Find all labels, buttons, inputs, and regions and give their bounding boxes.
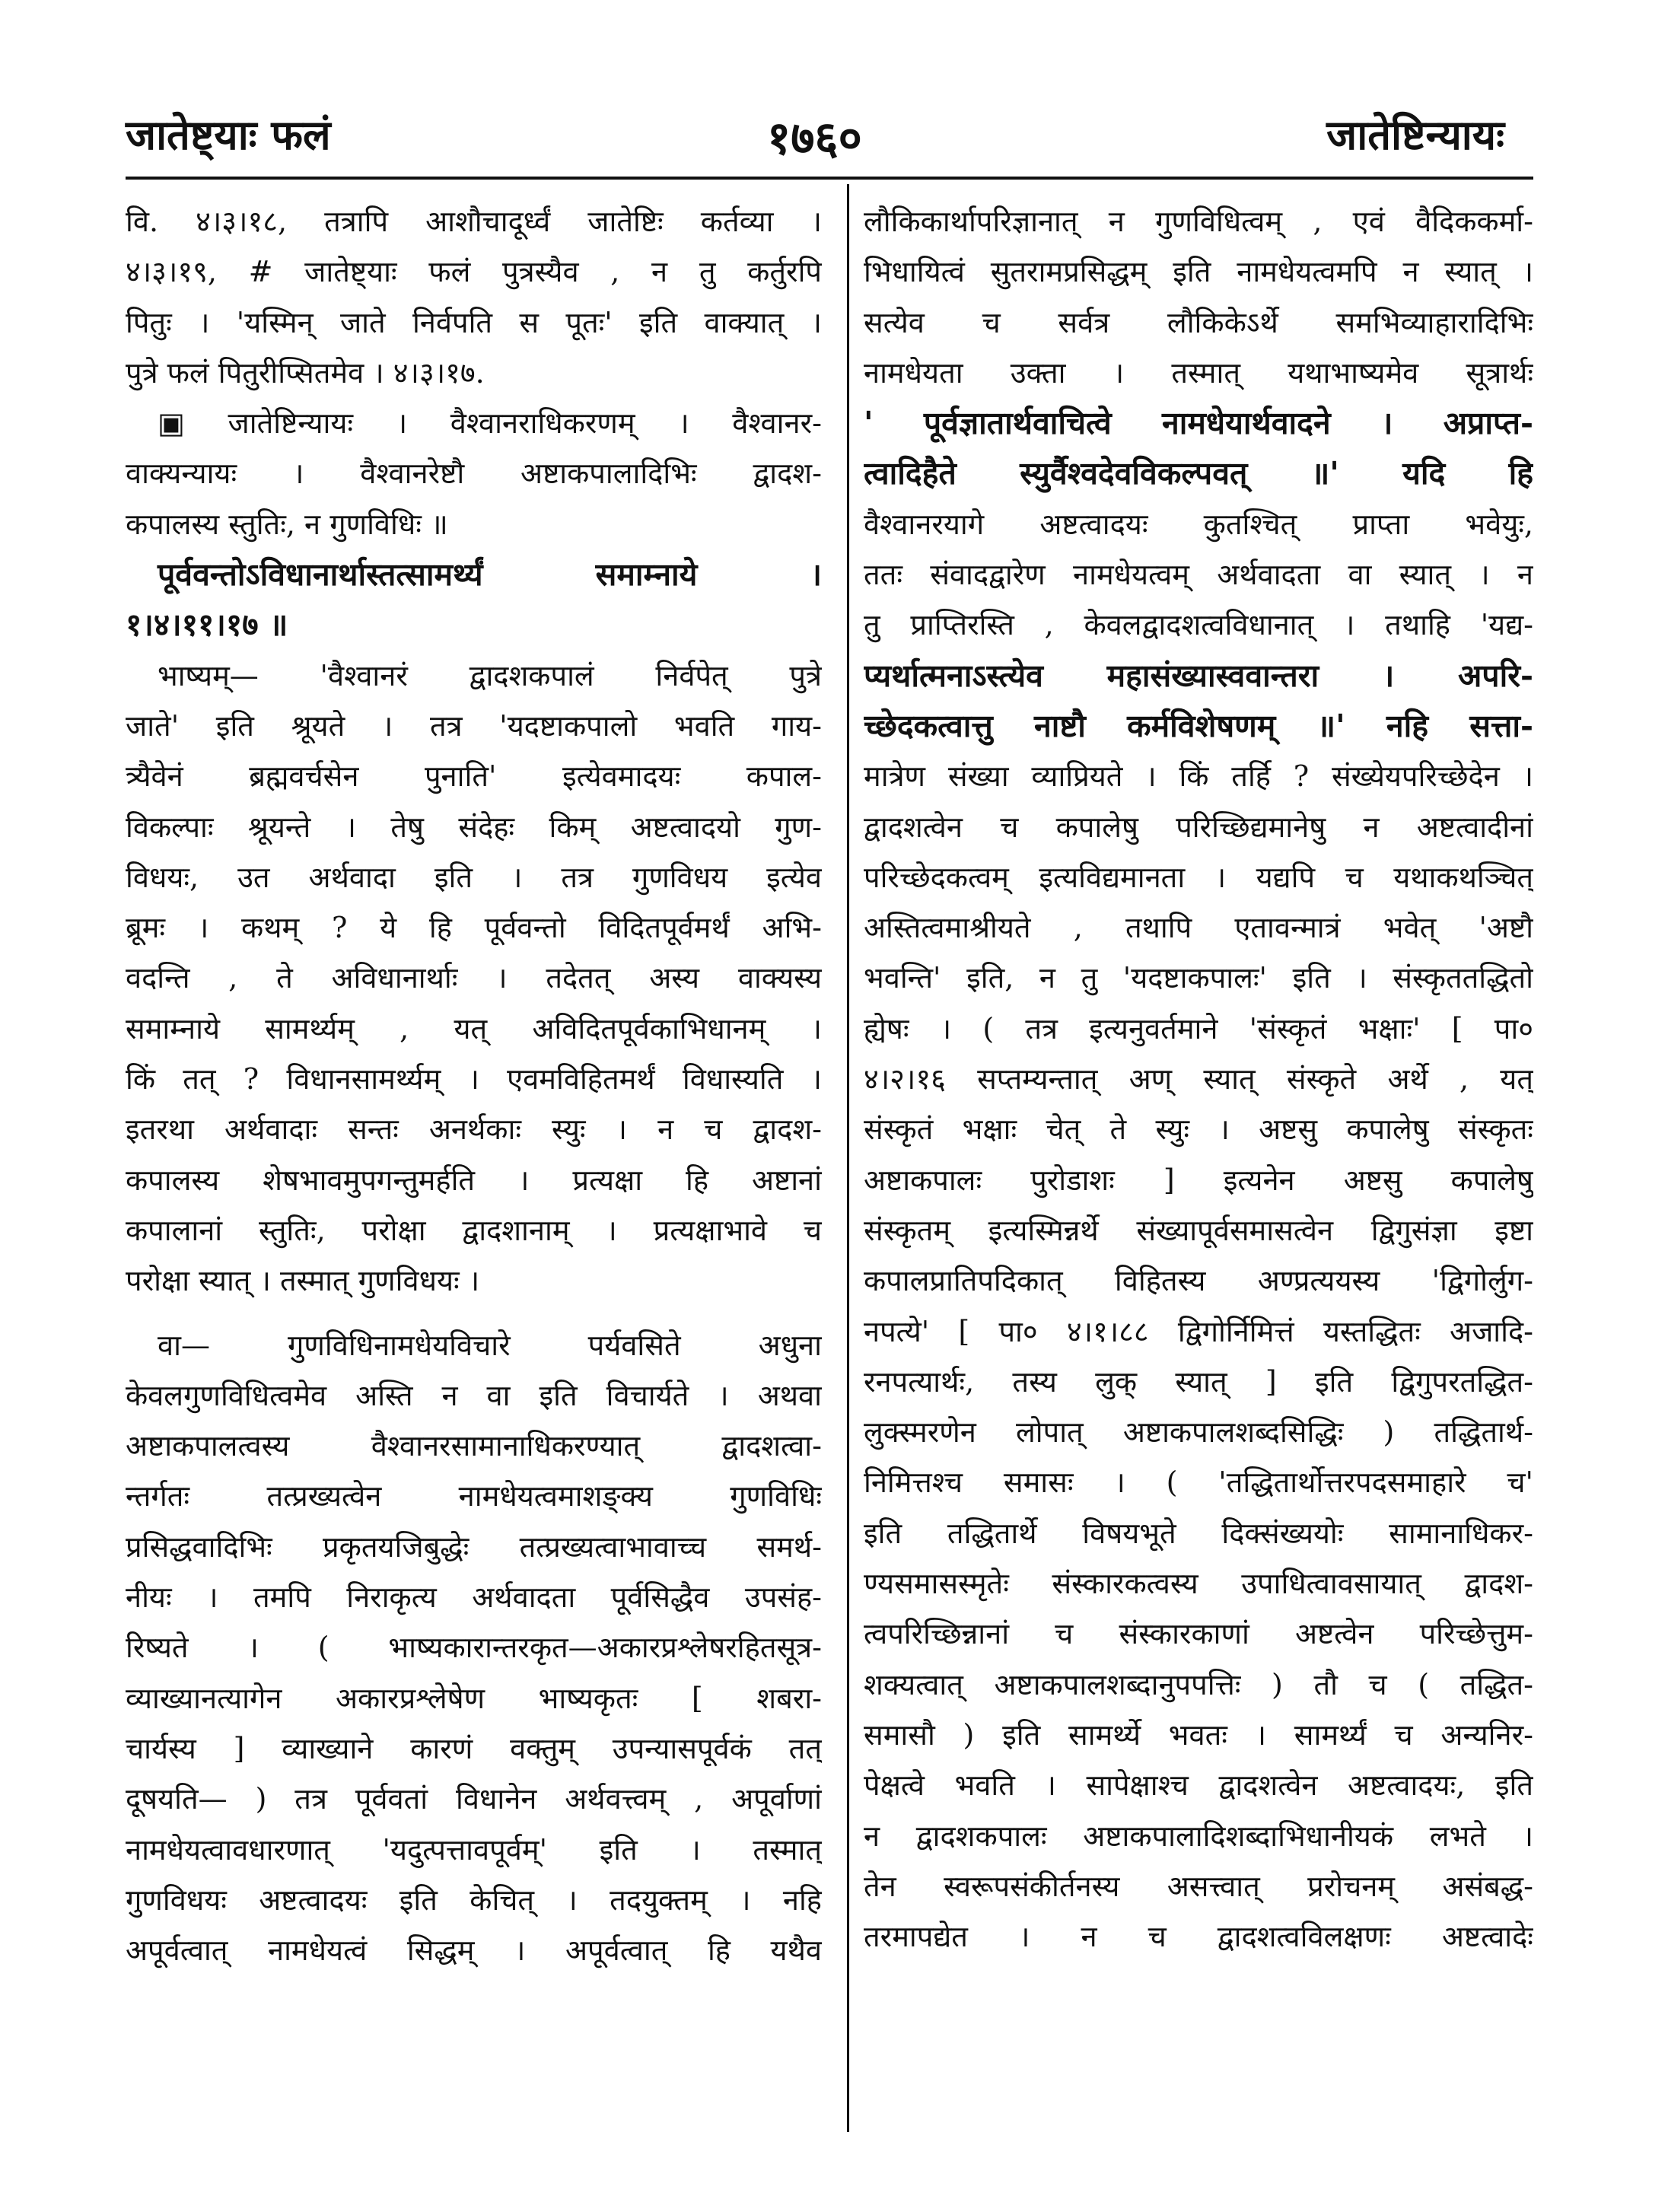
text-line: नामधेयत्वावधारणात् 'यदुत्पत्तावपूर्वम्' इति । तस्मात् (126, 1832, 822, 1867)
left-column (126, 196, 822, 1975)
text-line: वि. ४।३।१८, तत्रापि आशौचादूर्ध्वं जातेष्टिः कर्तव्या । (126, 205, 822, 238)
sutra-line: पूर्ववन्तोऽविधानार्थास्तत्सामर्थ्यं समाम्नाये । (158, 556, 822, 594)
text-line: भिधायित्वं सुतरामप्रसिद्धम् इति नामधेयत्वमपि न स्यात् । (864, 255, 1533, 289)
text-line: रिष्यते । ( भाष्यकारान्तरकृत—अकारप्रश्लेषरहितसूत्र- (126, 1631, 822, 1665)
text-line: लुक्स्मरणेन लोपात् अष्टाकपालशब्दसिद्धिः ) तद्धितार्थ- (864, 1415, 1533, 1450)
text-line: पुत्रे फलं पितुरीप्सितमेव । ४।३।१७. (126, 355, 485, 390)
text-line: प्रसिद्धवादिभिः प्रकृतयजिबुद्धेः तत्प्रख्यत्वाभावाच्च समर्थ- (126, 1529, 822, 1564)
text-line: ह्येषः । ( तत्र इत्यनुवर्तमाने 'संस्कृतं भक्षाः' [ पा० (864, 1011, 1533, 1046)
text-line: समासौ ) इति सामर्थ्ये भवतः । सामर्थ्यं च अन्यनिर- (864, 1717, 1533, 1752)
verse-line: च्छेदकत्वात्तु नाष्टौ कर्मविशेषणम् ॥' नहि सत्ता- (864, 707, 1533, 744)
text-line: व्याख्यानत्यागेन अकारप्रश्लेषेण भाष्यकृतः [ शबरा- (126, 1681, 822, 1715)
text-line: विकल्पाः श्रूयन्ते । तेषु संदेहः किम् अष्टत्वादयो गुण- (126, 810, 822, 844)
text-line: कपालस्य स्तुतिः, न गुणविधिः ॥ (126, 507, 448, 541)
text-line: तेन स्वरूपसंकीर्तनस्य असत्त्वात् प्ररोचनम् असंबद्ध- (864, 1869, 1533, 1903)
text-line: किं तत् ? विधानसामर्थ्यम् । एवमविहितमर्थं विधास्यति । (126, 1062, 822, 1096)
text-line: गुणविधयः अष्टत्वादयः इति केचित् । तदयुक्तम् । नहि (126, 1883, 822, 1917)
text-line: पितुः । 'यस्मिन् जाते निर्वपति स पूतः' इति वाक्यात् । (126, 305, 822, 339)
text-line: दूषयति— ) तत्र पूर्ववतां विधानेन अर्थवत्त्वम् , अपूर्वाणां (126, 1782, 822, 1816)
sutra-number: १।४।११।१७ ॥ (126, 606, 288, 644)
text-line: अपूर्वत्वात् नामधेयत्वं सिद्धम् । अपूर्वत्वात् हि यथैव (126, 1934, 822, 1968)
text-line: ब्रूमः । कथम् ? ये हि पूर्ववन्तो विदितपूर्वमर्थं अभि- (126, 911, 822, 945)
text-line: मात्रेण संख्या व्याप्रियते । किं तर्हि ? संख्येयपरिच्छेदेन । (864, 759, 1533, 794)
text-line: कपालस्य शेषभावमुपगन्तुमर्हति । प्रत्यक्षा हि अष्टानां (126, 1163, 822, 1197)
text-line: परिच्छेदकत्वम् इत्यविद्यमानता । यद्यपि च यथाकथञ्चित् (864, 860, 1533, 894)
text-line: समाम्नाये सामर्थ्यम् , यत् अविदितपूर्वकाभिधानम् । (126, 1011, 822, 1046)
text-line: अष्टाकपालत्वस्य वैश्वानरसामानाधिकरण्यात् द्वादशत्वा- (126, 1429, 822, 1463)
header-rule (126, 177, 1533, 180)
text-line: जाते' इति श्रूयते । तत्र 'यदष्टाकपालो भवति गाय- (126, 708, 822, 743)
text-line: नामधेयता उक्ता । तस्मात् यथाभाष्यमेव सूत्रार्थः (864, 355, 1533, 390)
column-divider (847, 184, 849, 2132)
text-line: न द्वादशकपालः अष्टाकपालादिशब्दाभिधानीयकं लभते । (864, 1819, 1533, 1853)
text-line: अस्तित्वमाश्रीयते , तथापि एतावन्मात्रं भवेत् 'अष्टौ (864, 911, 1533, 945)
text-line: लौकिकार्थापरिज्ञानात् न गुणविधित्वम् , एवं वैदिककर्मा- (864, 205, 1533, 238)
text-line: विधयः, उत अर्थवादा इति । तत्र गुणविधय इत्येव (126, 860, 822, 894)
text-line: अष्टाकपालः पुरोडाशः ] इत्यनेन अष्टसु कपालेषु (864, 1163, 1533, 1197)
text-line: त्र्यैवेनं ब्रह्मवर्चसेन पुनाति' इत्येवमादयः कपाल- (126, 759, 822, 794)
page-number: १७६० (767, 112, 862, 165)
text-line: इतरथा अर्थवादाः सन्तः अनर्थकाः स्युः । न च द्वादश- (126, 1112, 822, 1147)
text-line: सत्येव च सर्वत्र लौकिकेऽर्थे समभिव्याहारादिभिः (864, 305, 1533, 339)
text-line: केवलगुणविधित्वमेव अस्ति न वा इति विचार्यते । अथवा (126, 1378, 822, 1412)
running-head-right: जातेष्टिन्यायः (1326, 110, 1504, 159)
right-column (864, 196, 1533, 1962)
text-line: भवन्ति' इति, न तु 'यदष्टाकपालः' इति । संस्कृततद्धितो (864, 961, 1533, 995)
running-head-left: जातेष्ट्याः फलं (126, 110, 331, 159)
verse-line: प्यर्थात्मनाऽस्त्येव महासंख्यास्ववान्तरा । अपरि- (864, 657, 1533, 694)
text-line: तु प्राप्तिरस्ति , केवलद्वादशत्वविधानात् । तथाहि 'यद्य- (864, 608, 1533, 642)
text-line: त्वपरिच्छिन्नानां च संस्कारकाणां अष्टत्वेन परिच्छेत्तुम- (864, 1617, 1533, 1651)
text-line: संस्कृतं भक्षाः चेत् ते स्युः । अष्टसु कपालेषु संस्कृतः (864, 1112, 1533, 1147)
text-line: संस्कृतम् इत्यस्मिन्नर्थे संख्यापूर्वसमासत्वेन द्विगुसंज्ञा इष्टा (864, 1213, 1533, 1247)
text-line: परोक्षा स्यात् । तस्मात् गुणविधयः । (126, 1264, 480, 1298)
text-line: कपालानां स्तुतिः, परोक्षा द्वादशानाम् । प्रत्यक्षाभावे च (126, 1213, 822, 1247)
text-line: नपत्ये' [ पा० ४।१।८८ द्विगोर्निमित्तं यस्तद्धितः अजादि- (864, 1314, 1533, 1348)
vartika-line: वा— गुणविधिनामधेयविचारे पर्यवसिते अधुना (158, 1328, 822, 1362)
text-line: तरमापद्येत । न च द्वादशत्वविलक्षणः अष्टत्वादेः (864, 1920, 1533, 1954)
verse-line: त्वादिहैते स्युर्वैश्वदेवविकल्पवत् ॥' यदि हि (864, 455, 1533, 492)
bhashya-line: भाष्यम्— 'वैश्वानरं द्वादशकपालं निर्वपेत् पुत्रे (158, 658, 822, 692)
text-line: चार्यस्य ] व्याख्याने कारणं वक्तुम् उपन्यासपूर्वकं तत् (126, 1731, 822, 1765)
text-line: नीयः । तमपि निराकृत्य अर्थवादता पूर्वसिद्धैव उपसंह- (126, 1580, 822, 1615)
text-line: निमित्तश्च समासः । ( 'तद्धितार्थोत्तरपदसमाहारे च' (864, 1466, 1533, 1500)
text-line: रनपत्यार्थः, तस्य लुक् स्यात् ] इति द्विगुपरतद्धित- (864, 1364, 1533, 1399)
text-line: कपालप्रातिपदिकात् विहितस्य अण्प्रत्ययस्य 'द्विगोर्लुग- (864, 1264, 1533, 1298)
text-line: ण्यसमासस्मृतेः संस्कारकत्वस्य उपाधित्वावसायात् द्वादश- (864, 1567, 1533, 1601)
text-line: इति तद्धितार्थे विषयभूते दिक्संख्ययोः सामानाधिकर- (864, 1516, 1533, 1550)
section-heading-line: ▣ जातेष्टिन्यायः । वैश्वानराधिकरणम् । वैश्वानर- (158, 406, 822, 441)
text-line: वदन्ति , ते अविधानार्थाः । तदेतत् अस्य वाक्यस्य (126, 961, 822, 995)
text-line: शक्यत्वात् अष्टाकपालशब्दानुपपत्तिः ) तौ च ( तद्धित- (864, 1667, 1533, 1701)
text-line: न्तर्गतः तत्प्रख्यत्वेन नामधेयत्वमाशङ्क्य गुणविधिः (126, 1479, 822, 1513)
text-line: पेक्षत्वे भवति । सापेक्षाश्च द्वादशत्वेन अष्टत्वादयः, इति (864, 1768, 1533, 1803)
verse-line: ' पूर्वज्ञातार्थवाचित्वे नामधेयार्थवादने । अप्राप्त- (864, 405, 1533, 442)
text-line: वैश्वानरयागे अष्टत्वादयः कुतश्चित् प्राप्ता भवेयुः, (864, 507, 1533, 541)
text-line: वाक्यन्यायः । वैश्वानरेष्टौ अष्टाकपालादिभिः द्वादश- (126, 457, 822, 491)
text-line: ४।३।१९, # जातेष्ट्याः फलं पुत्रस्यैव , न तु कर्तुरपि (126, 255, 822, 289)
text-line: ४।२।१६ सप्तम्यन्तात् अण् स्यात् संस्कृते अर्थे , यत् (864, 1062, 1533, 1096)
text-line: द्वादशत्वेन च कपालेषु परिच्छिद्यमानेषु न अष्टत्वादीनां (864, 810, 1533, 844)
text-line: ततः संवादद्वारेण नामधेयत्वम् अर्थवादता वा स्यात् । न (864, 558, 1533, 592)
